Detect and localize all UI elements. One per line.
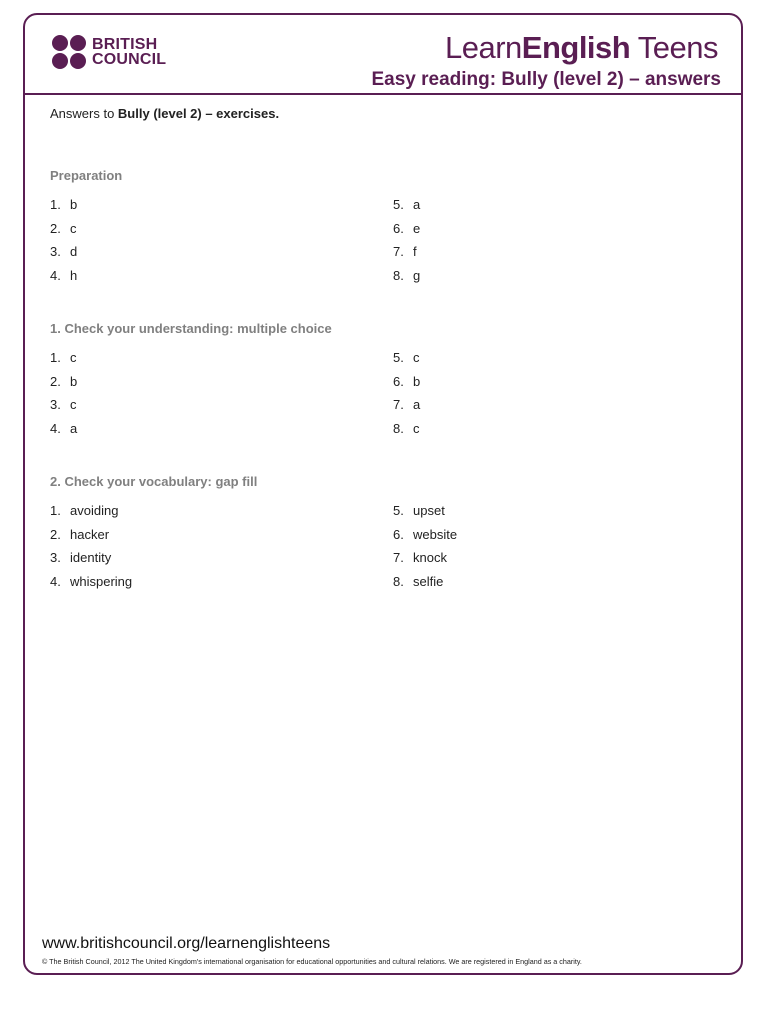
answer-value: whispering (70, 574, 133, 590)
logo-dots-icon (52, 35, 86, 69)
answer-value: a (70, 421, 78, 437)
footer-url[interactable]: www.britishcouncil.org/learnenglishteens (42, 935, 331, 952)
section-title: Preparation (50, 168, 123, 183)
british-council-logo (52, 35, 166, 69)
answer-item (393, 503, 445, 518)
footer-copyright: © The British Council, 2012 The United Kingdom's international organisation for educational opportunities and cultural relations. We are registered in England as a charity. (42, 957, 582, 966)
answer-value: e (413, 220, 421, 236)
answer-number: 2. (50, 220, 61, 236)
answer-item (393, 397, 420, 412)
answer-item (393, 527, 457, 542)
answer-value: hacker (70, 526, 110, 542)
answer-number: 4. (50, 268, 61, 284)
answer-value: b (413, 373, 421, 389)
answer-value: g (413, 268, 421, 284)
section-title: 2. Check your vocabulary: gap fill (50, 474, 258, 489)
answer-number: 2. (50, 373, 61, 389)
answer-item (50, 350, 77, 365)
answer-number: 7. (393, 550, 404, 566)
answer-number: 5. (393, 350, 404, 365)
intro-text (50, 106, 279, 121)
answer-value: c (413, 350, 420, 365)
answer-number: 5. (393, 197, 404, 212)
answer-value: avoiding (70, 503, 119, 518)
answer-value: c (70, 220, 77, 236)
answer-value: website (413, 526, 458, 542)
answer-number: 3. (50, 550, 61, 566)
answer-item (50, 197, 77, 212)
answer-value: knock (413, 550, 447, 566)
answer-number: 7. (393, 244, 404, 260)
intro-prefix: Answers to (50, 106, 118, 121)
answer-value: f (413, 244, 417, 260)
answer-value: c (413, 421, 420, 437)
answer-value: identity (70, 550, 112, 566)
answer-item (393, 221, 420, 236)
answer-item (50, 421, 77, 436)
answer-item (50, 550, 111, 565)
answer-item (393, 244, 417, 259)
answer-item (393, 350, 420, 365)
answer-item (393, 574, 443, 589)
answer-item (393, 550, 447, 565)
answer-number: 8. (393, 421, 404, 437)
answer-item (50, 397, 77, 412)
answer-item (50, 244, 77, 259)
answer-value: selfie (413, 574, 444, 590)
answer-item (50, 221, 77, 236)
answer-item (393, 268, 420, 283)
answer-value: upset (413, 503, 445, 518)
answer-number: 6. (393, 526, 404, 542)
learnenglish-teens-brand (445, 30, 718, 66)
answer-value: b (70, 373, 78, 389)
answer-number: 6. (393, 220, 404, 236)
answer-number: 6. (393, 373, 404, 389)
answer-item (50, 527, 109, 542)
answer-value: a (413, 197, 421, 212)
answer-value: h (70, 268, 78, 284)
answer-item (393, 374, 420, 389)
answer-number: 1. (50, 350, 61, 365)
answer-number: 8. (393, 268, 404, 284)
page-title: Easy reading: Bully (level 2) – answers (371, 69, 721, 90)
answer-item (50, 374, 77, 389)
answer-value: b (70, 197, 78, 212)
answer-item (393, 197, 420, 212)
answer-value: c (70, 397, 77, 413)
brand-part-3: Teens (630, 30, 718, 65)
answer-number: 8. (393, 574, 404, 590)
page-frame (23, 13, 743, 975)
answer-item (50, 574, 132, 589)
brand-part-1: Learn (444, 30, 522, 65)
answer-value: c (70, 350, 77, 365)
answer-number: 7. (393, 397, 404, 413)
answer-number: 4. (50, 421, 61, 437)
answer-number: 5. (393, 503, 404, 518)
intro-bold: Bully (level 2) – exercises. (117, 106, 280, 121)
answer-number: 1. (50, 503, 61, 518)
answer-item (50, 503, 118, 518)
brand-part-2: English (521, 30, 631, 65)
answer-value: a (413, 397, 421, 413)
logo-line-1: BRITISH (92, 36, 158, 53)
logo-line-2: COUNCIL (92, 51, 167, 68)
answer-number: 1. (50, 197, 61, 212)
section-title: 1. Check your understanding: multiple choice (50, 321, 332, 336)
answer-number: 3. (50, 397, 61, 413)
answer-value: d (70, 244, 78, 260)
answer-number: 4. (50, 574, 61, 590)
logo-text (92, 37, 166, 67)
answer-number: 2. (50, 526, 61, 542)
answer-number: 3. (50, 244, 61, 260)
answer-item (50, 268, 77, 283)
answer-item (393, 421, 420, 436)
header-divider (23, 93, 743, 95)
